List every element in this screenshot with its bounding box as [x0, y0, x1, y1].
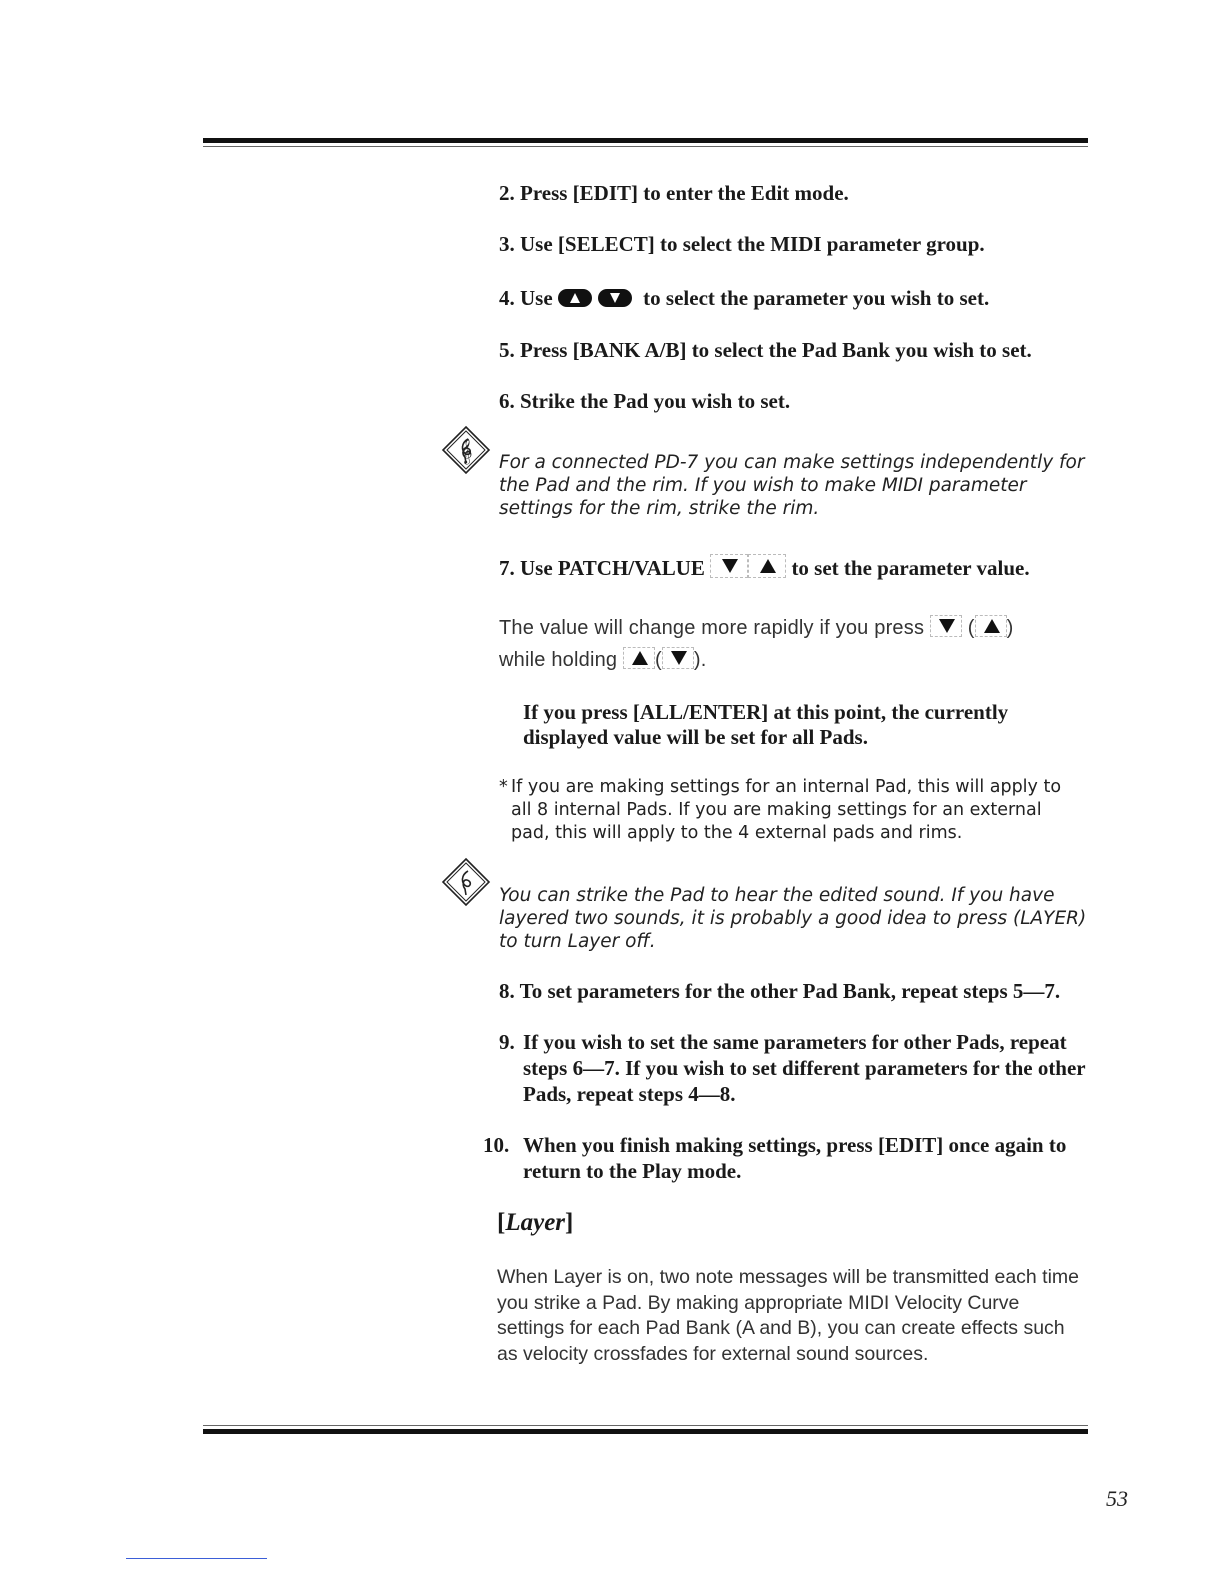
step-number: 3.: [499, 232, 515, 256]
step-number: 5.: [499, 338, 515, 362]
clef-note-icon: [441, 425, 491, 475]
step-text: to select the parameter you wish to set.: [643, 286, 990, 310]
step-text: Press [EDIT] to enter the Edit mode.: [520, 181, 849, 205]
up-value-key-icon: [975, 615, 1007, 637]
page-number: 53: [1106, 1486, 1128, 1511]
value-change-line-2: while holding ( ).: [499, 649, 707, 671]
bottom-rule: [203, 1425, 1088, 1434]
step-text: When you finish making settings, press [EDIT] once again to return to the Play mode.: [523, 1133, 1067, 1183]
up-value-key-icon: [748, 554, 786, 578]
step-number: 6.: [499, 389, 515, 413]
step-text: If you wish to set the same parameters for other Pads, repeat steps 6—7. If you wish to set different parameters for the other Pads, repeat steps 4—8.: [523, 1030, 1086, 1106]
step-number: 9.: [499, 1030, 515, 1054]
step-text: Use PATCH/VALUE: [520, 556, 705, 580]
step-text: Press [BANK A/B] to select the Pad Bank you wish to set.: [520, 338, 1032, 362]
step-6: [499, 388, 790, 414]
step-8: [499, 978, 1060, 1004]
step-number: 4.: [499, 286, 515, 310]
footer-link-underline[interactable]: [126, 1558, 267, 1559]
step-9: [499, 1029, 1093, 1107]
value-change-line-1: The value will change more rapidly if you press ( ): [499, 617, 1014, 639]
note-pd7: For a connected PD-7 you can make settings independently for the Pad and the rim. If you wish to make MIDI parameter settings for the rim, strike the rim.: [499, 452, 1085, 519]
step-text: Use [SELECT] to select the MIDI parameter group.: [520, 232, 985, 256]
internal-external-bullet: * If you are making settings for an internal Pad, this will apply to all 8 internal Pads. If you are making settings for an external pad, this will apply to the 4 external pads and rims.: [499, 777, 1062, 843]
step-number: 7.: [499, 556, 515, 580]
down-cursor-button-icon: [598, 289, 632, 307]
svg-text:𝄞: 𝄞: [459, 439, 473, 464]
all-enter-note: If you press [ALL/ENTER] at this point, the currently displayed value will be set for all Pads.: [523, 700, 1009, 749]
step-10: [483, 1132, 1123, 1184]
step-text: Strike the Pad you wish to set.: [520, 389, 791, 413]
clef-note-icon: [441, 857, 491, 907]
note-layer: You can strike the Pad to hear the edited sound. If you have layered two sounds, it is probably a good idea to press (LAYER) to turn Layer off.: [499, 885, 1087, 952]
layer-heading: [Layer]: [497, 1209, 574, 1236]
top-rule: [203, 138, 1088, 147]
up-value-key-icon: [623, 647, 655, 669]
step-text: Use: [520, 286, 553, 310]
step-number: 10.: [483, 1133, 510, 1157]
step-5: [499, 337, 1032, 363]
step-2: [499, 180, 849, 206]
up-cursor-button-icon: [558, 289, 592, 307]
step-text: to set the parameter value.: [791, 556, 1030, 580]
step-3: [499, 231, 985, 257]
layer-description: When Layer is on, two note messages will be transmitted each time you strike a Pad. By making appropriate MIDI Velocity Curve settings for each Pad Bank (A and B), you can create effects such as velocity crossfades for external sound sources.: [497, 1266, 1080, 1365]
step-7: [499, 554, 1030, 581]
step-number: 2.: [499, 181, 515, 205]
step-4: [499, 285, 989, 311]
down-value-key-icon: [930, 615, 962, 637]
down-value-key-icon: [662, 647, 694, 669]
step-number: 8.: [499, 979, 515, 1003]
down-value-key-icon: [710, 554, 748, 578]
step-text: To set parameters for the other Pad Bank, repeat steps 5—7.: [519, 979, 1061, 1003]
